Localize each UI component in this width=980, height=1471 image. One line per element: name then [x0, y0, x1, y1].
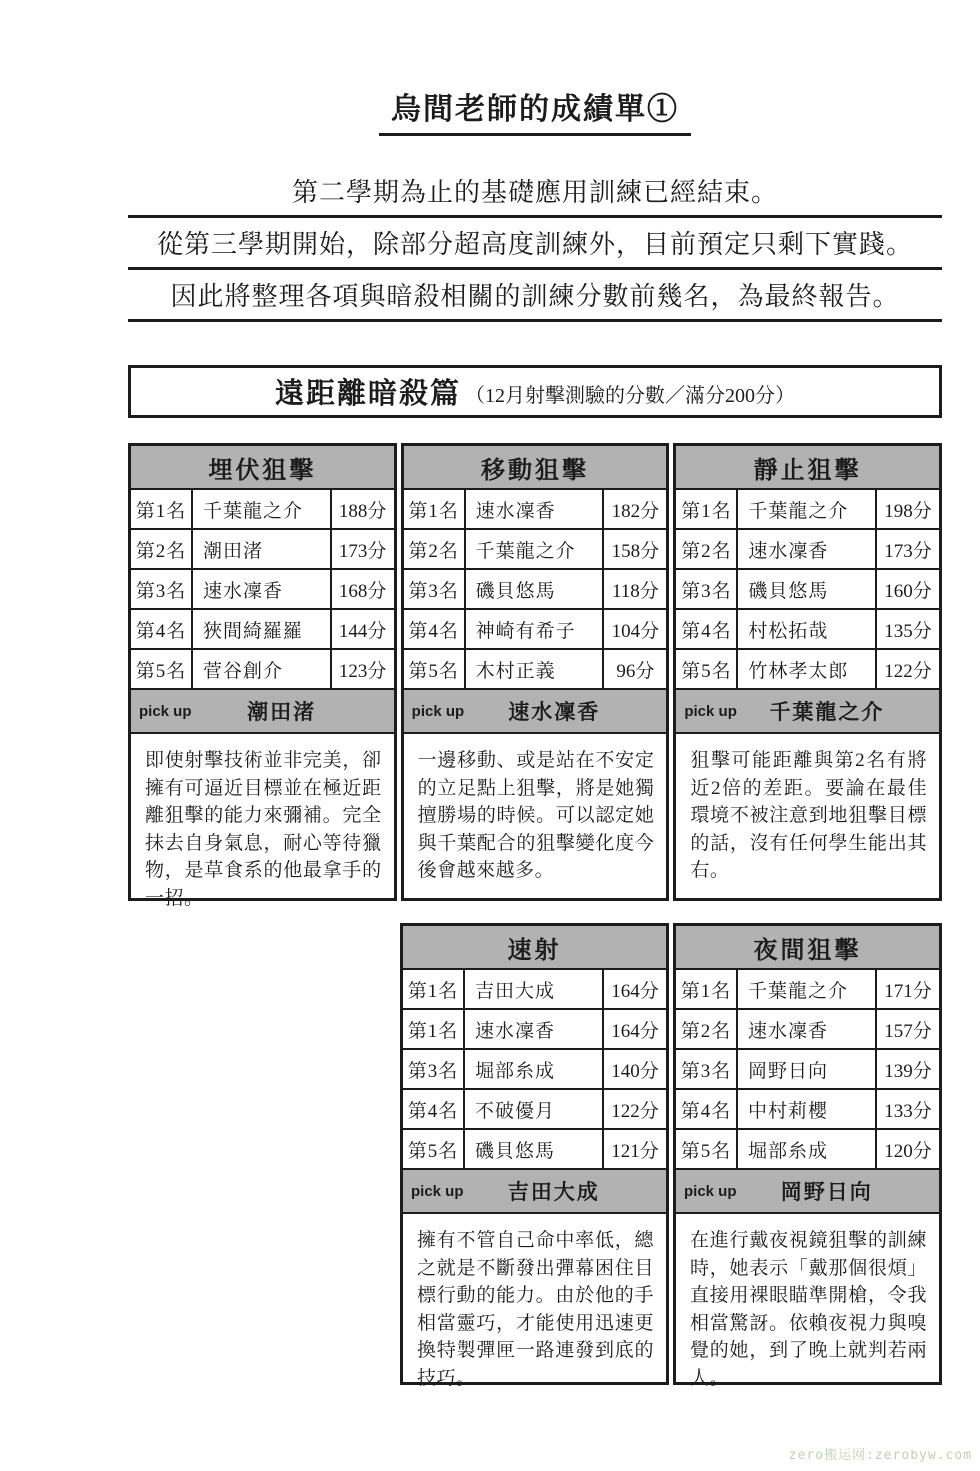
name-cell: 千葉龍之介: [475, 540, 576, 562]
rank-cell: 第4名: [404, 610, 466, 648]
table-row: [676, 1050, 939, 1090]
score-cell: 157分: [875, 1010, 939, 1048]
top-panels-row: [128, 443, 942, 909]
pickup-name: 速水凜香: [508, 701, 601, 724]
table-row: [403, 1130, 666, 1170]
name-cell: 速水凜香: [748, 540, 829, 562]
table-row: [676, 570, 939, 610]
score-cell: 160分: [875, 570, 939, 608]
name-cell: 千葉龍之介: [748, 500, 849, 522]
rank-cell: 第4名: [403, 1090, 465, 1128]
score-cell: 168分: [330, 570, 394, 608]
pickup-bar: [676, 1170, 939, 1214]
table-row: [676, 650, 939, 690]
pickup-label: pick up: [684, 1182, 737, 1200]
score-cell: 123分: [330, 650, 394, 688]
rank-cell: 第5名: [676, 1130, 738, 1168]
name-cell: 中村莉櫻: [748, 1100, 829, 1122]
pickup-description: 在進行戴夜視鏡狙擊的訓練時，她表示「戴那個很煩」直接用裸眼瞄準開槍，令我相當驚訝。依賴夜視力與嗅覺的她，到了晚上就判若兩人。: [690, 1230, 927, 1389]
rank-cell: 第3名: [676, 570, 738, 608]
table-row: [676, 1010, 939, 1050]
pickup-label: pick up: [139, 702, 192, 720]
name-cell: 狹間綺羅羅: [203, 620, 304, 642]
panel-title: 速射: [403, 926, 666, 970]
name-cell: 速水凜香: [748, 1020, 829, 1042]
score-cell: 133分: [875, 1090, 939, 1128]
name-cell: 不破優月: [475, 1100, 556, 1122]
table-row: [403, 1050, 666, 1090]
score-cell: 120分: [875, 1130, 939, 1168]
intro-line: 從第三學期開始，除部分超高度訓練外，目前預定只剩下實踐。: [128, 218, 942, 270]
name-cell: 潮田渚: [203, 540, 264, 562]
name-cell: 速水凜香: [475, 500, 556, 522]
section-subtitle: （12月射擊測驗的分數／滿分200分）: [465, 385, 795, 407]
table-row: [403, 1090, 666, 1130]
title-block: [128, 84, 942, 136]
score-cell: 121分: [602, 1130, 666, 1168]
bottom-panels-row: [400, 923, 942, 1389]
intro-line: 第二學期為止的基礎應用訓練已經結束。: [128, 166, 942, 218]
rank-cell: 第5名: [404, 650, 466, 688]
rank-cell: 第4名: [676, 1090, 738, 1128]
score-cell: 171分: [875, 970, 939, 1008]
score-cell: 173分: [330, 530, 394, 568]
rank-cell: 第1名: [676, 490, 738, 528]
rank-cell: 第3名: [676, 1050, 738, 1088]
rank-cell: 第2名: [676, 530, 738, 568]
table-row: [404, 570, 667, 610]
score-cell: 140分: [602, 1050, 666, 1088]
score-cell: 135分: [875, 610, 939, 648]
table-row: [131, 530, 394, 570]
name-cell: 磯貝悠馬: [748, 580, 829, 602]
section-header: [128, 365, 942, 418]
table-row: [676, 610, 939, 650]
table-row: [131, 650, 394, 690]
table-row: [131, 570, 394, 610]
table-row: [404, 610, 667, 650]
table-row: [676, 1130, 939, 1170]
name-cell: 速水凜香: [475, 1020, 556, 1042]
score-cell: 118分: [602, 570, 666, 608]
name-cell: 村松拓哉: [748, 620, 829, 642]
page-title: 烏間老師的成績單①: [379, 84, 691, 136]
intro-block: [128, 166, 942, 322]
table-row: [676, 490, 939, 530]
name-cell: 竹林孝太郎: [748, 660, 849, 682]
panel-night-sniping: [673, 923, 942, 1389]
pickup-description: 一邊移動、或是站在不安定的立足點上狙擊，將是她獨擅勝場的時候。可以認定她與千葉配合的狙擊變化度今後會越來越多。: [417, 750, 655, 882]
table-row: [676, 530, 939, 570]
name-cell: 木村正義: [475, 660, 556, 682]
name-cell: 神崎有希子: [475, 620, 576, 642]
table-row: [403, 1010, 666, 1050]
rank-cell: 第2名: [131, 530, 193, 568]
panel-rapid-fire: [400, 923, 669, 1389]
score-cell: 164分: [602, 1010, 666, 1048]
name-cell: 速水凜香: [203, 580, 284, 602]
pickup-description: 即使射擊技術並非完美，卻擁有可逼近目標並在極近距離狙擊的能力來彌補。完全抹去自身氣息，耐心等待獵物，是草食系的他最拿手的一招。: [145, 750, 382, 909]
score-cell: 139分: [875, 1050, 939, 1088]
watermark: zero搬运网:zerobyw.com: [788, 1448, 972, 1463]
rank-cell: 第2名: [676, 1010, 738, 1048]
rank-cell: 第1名: [676, 970, 738, 1008]
section-title: 遠距離暗殺篇: [274, 378, 461, 410]
name-cell: 岡野日向: [748, 1060, 829, 1082]
name-cell: 磯貝悠馬: [475, 1140, 556, 1162]
rank-cell: 第5名: [131, 650, 193, 688]
pickup-description: 擁有不管自己命中率低，總之就是不斷發出彈幕困住目標行動的能力。由於他的手相當靈巧，才能使用迅速更換特製彈匣一路連發到底的技巧。: [417, 1230, 654, 1389]
pickup-name: 千葉龍之介: [769, 701, 885, 724]
score-cell: 122分: [875, 650, 939, 688]
name-cell: 千葉龍之介: [748, 980, 849, 1002]
pickup-label: pick up: [411, 702, 465, 720]
rank-cell: 第5名: [403, 1130, 465, 1168]
score-cell: 96分: [602, 650, 666, 688]
pickup-label: pick up: [411, 1182, 464, 1200]
panel-stationary-sniping: [673, 443, 942, 901]
table-row: [404, 490, 667, 530]
name-cell: 磯貝悠馬: [475, 580, 556, 602]
score-cell: 188分: [330, 490, 394, 528]
name-cell: 堀部糸成: [475, 1060, 556, 1082]
score-cell: 198分: [875, 490, 939, 528]
rank-cell: 第4名: [131, 610, 193, 648]
panel-ambush-sniping: [128, 443, 397, 909]
rank-cell: 第1名: [403, 970, 465, 1008]
rank-cell: 第3名: [131, 570, 193, 608]
rank-cell: 第1名: [404, 490, 466, 528]
table-row: [131, 610, 394, 650]
panel-title: 移動狙擊: [404, 446, 667, 490]
score-cell: 122分: [602, 1090, 666, 1128]
pickup-name: 岡野日向: [780, 1181, 873, 1204]
score-cell: 182分: [602, 490, 666, 528]
pickup-name: 吉田大成: [507, 1181, 600, 1204]
score-cell: 104分: [602, 610, 666, 648]
name-cell: 千葉龍之介: [203, 500, 304, 522]
pickup-description: 狙擊可能距離與第2名有將近2倍的差距。要論在最佳環境不被注意到地狙擊目標的話，沒有任何學生能出其右。: [690, 750, 928, 882]
pickup-bar: [403, 1170, 666, 1214]
table-row: [131, 490, 394, 530]
rank-cell: 第1名: [131, 490, 193, 528]
score-cell: 173分: [875, 530, 939, 568]
pickup-label: pick up: [684, 702, 737, 720]
panel-title: 埋伏狙擊: [131, 446, 394, 490]
name-cell: 菅谷創介: [203, 660, 284, 682]
rank-cell: 第5名: [676, 650, 738, 688]
table-row: [676, 970, 939, 1010]
panel-moving-sniping: [401, 443, 670, 901]
panel-title: 靜止狙擊: [676, 446, 939, 490]
score-cell: 144分: [330, 610, 394, 648]
pickup-bar: [404, 690, 667, 734]
rank-cell: 第4名: [676, 610, 738, 648]
score-cell: 164分: [602, 970, 666, 1008]
rank-cell: 第1名: [403, 1010, 465, 1048]
name-cell: 吉田大成: [475, 980, 556, 1002]
rank-cell: 第3名: [403, 1050, 465, 1088]
pickup-bar: [131, 690, 394, 734]
rank-cell: 第3名: [404, 570, 466, 608]
panel-title: 夜間狙擊: [676, 926, 939, 970]
table-row: [403, 970, 666, 1010]
rank-cell: 第2名: [404, 530, 466, 568]
intro-line: 因此將整理各項與暗殺相關的訓練分數前幾名，為最終報告。: [128, 270, 942, 322]
name-cell: 堀部糸成: [748, 1140, 829, 1162]
score-cell: 158分: [602, 530, 666, 568]
table-row: [404, 650, 667, 690]
table-row: [404, 530, 667, 570]
pickup-name: 潮田渚: [247, 701, 317, 724]
table-row: [676, 1090, 939, 1130]
pickup-bar: [676, 690, 939, 734]
